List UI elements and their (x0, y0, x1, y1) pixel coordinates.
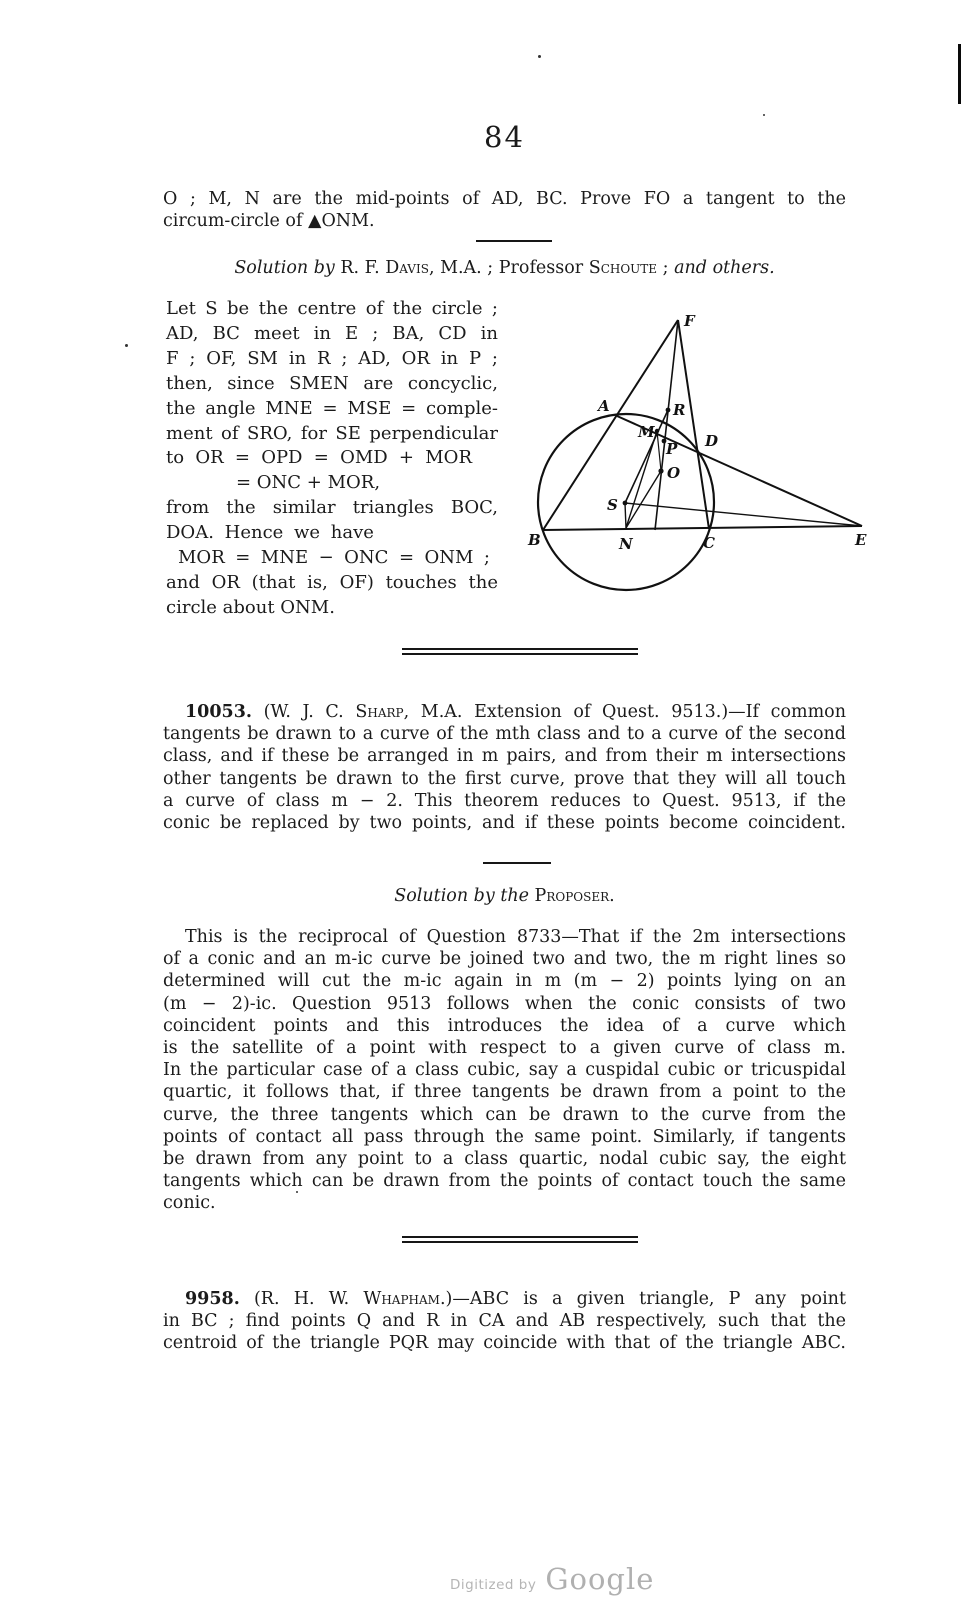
text-line: then, since SMEN are concyclic, (166, 372, 498, 394)
equation-line: to OR = OPD = OMD + MOR (166, 447, 472, 469)
text-line: conic be replaced by two points, and if these points become coincident. (163, 813, 846, 834)
page-number: 84 (484, 120, 525, 154)
google-logo-text: Google (545, 1562, 655, 1596)
problem-9958 (163, 1288, 846, 1355)
digitized-watermark (450, 1562, 654, 1596)
solution-byline (163, 258, 846, 278)
solution-byline (163, 886, 846, 906)
section-rule (483, 862, 551, 864)
problem-10053 (163, 701, 846, 834)
text-line: and OR (that is, OF) touches the (166, 571, 498, 593)
text-line: curve, the three tangents which can be drawn to the curve from the (163, 1104, 846, 1125)
byline-name-smallcaps: Schoute (588, 258, 658, 278)
figure-label-C: C (703, 534, 715, 552)
problem-first-line (163, 701, 846, 723)
byline-name-smallcaps: Davis (385, 258, 429, 278)
text-line: ment of SRO, for SE perpendicular (166, 422, 498, 444)
figure-label-O: O (667, 464, 681, 482)
figure-label-E: E (855, 531, 867, 549)
text-line: a curve of class m − 2. This theorem reduces to Quest. 9513, if the (163, 790, 846, 811)
text-line: tangents be drawn to a curve of the mth class and to a curve of the second (163, 724, 846, 745)
text-line: determined will cut the m-ic again in m (m − 2) points lying on an (163, 971, 846, 992)
double-rule-separator (402, 648, 638, 655)
text-line: class, and if these be arranged in m pairs, and from their m intersections (163, 746, 846, 767)
text-line: be drawn from any point to a class quartic, nodal cubic say, the eight (163, 1149, 846, 1170)
text-line: the angle MNE = MSE = comple- (166, 397, 498, 419)
byline-proposer-smallcaps: Proposer (534, 886, 610, 906)
ink-speck (538, 55, 541, 58)
figure-line-BE (543, 526, 862, 530)
equation-line: MOR = MNE − ONC = ONM ; (178, 547, 490, 569)
problem-number: 9958. (185, 1289, 240, 1309)
figure-line-SN (625, 503, 626, 528)
problem-author-smallcaps: Whapham (363, 1289, 440, 1309)
figure-point-S (623, 501, 628, 506)
text-line: conic. (163, 1193, 216, 1214)
byline-solution-by: Solution by (234, 258, 341, 278)
figure-line-SE (625, 503, 862, 526)
text-line: is the satellite of a point with respect to a given curve of class m. (163, 1038, 846, 1059)
figure-label-S: S (607, 496, 618, 514)
scan-edge-mark (958, 44, 961, 104)
figure-label-R: R (673, 401, 686, 419)
solution-text-column (166, 297, 498, 621)
digitized-by-text: Digitized by (450, 1577, 537, 1593)
text-line: Let S be the centre of the circle ; (166, 298, 498, 319)
ink-speck (763, 114, 765, 116)
figure-line-FC (678, 320, 709, 529)
byline-solution-by-the: Solution by the (394, 886, 535, 906)
figure-point-O (658, 468, 663, 473)
text-line: circle about ONM. (166, 596, 335, 618)
figure-label-N: N (619, 535, 633, 553)
geometry-figure (500, 293, 890, 615)
text-line: tangents which can be drawn from the points of contact touch the same (163, 1171, 846, 1192)
figure-line-NM (626, 431, 657, 528)
byline-period: . (609, 886, 615, 906)
text-line: coincident points and this introduces the idea of a curve which (163, 1015, 846, 1036)
byline-name: R. F. (340, 258, 386, 278)
byline-sep: ; (657, 258, 675, 278)
problem-number: 10053. (185, 702, 252, 722)
text-line: (m − 2)-ic. Question 9513 follows when the conic consists of two (163, 993, 846, 1014)
text-line: other tangents be drawn to the first curve, prove that they will all touch (163, 768, 846, 789)
figure-label-P: P (666, 440, 678, 458)
text-line: from the similar triangles BOC, (166, 497, 498, 519)
problem-first-line (163, 1288, 846, 1310)
problem-line1-rest: , M.A. Extension of Quest. 9513.)—If common (403, 702, 846, 722)
byline-and-others: and others. (674, 258, 775, 278)
figure-label-D: D (705, 432, 719, 450)
ink-speck (296, 1191, 298, 1193)
text-line: circum-circle of ▲ONM. (163, 211, 375, 232)
text-line: AD, BC meet in E ; BA, CD in (166, 322, 498, 344)
figure-label-M: M (638, 423, 655, 441)
figure-label-B: B (528, 531, 541, 549)
problem-author-pre: (R. H. W. (239, 1289, 364, 1309)
text-line: centroid of the triangle PQR may coincide with that of the triangle ABC. (163, 1333, 846, 1354)
problem-author-smallcaps: Sharp (355, 702, 404, 722)
figure-point-M (655, 429, 659, 433)
byline-mid: , M.A. ; Professor (428, 258, 589, 278)
text-line: This is the reciprocal of Question 8733—That if the 2m intersections (185, 927, 846, 947)
double-rule-separator (402, 1236, 638, 1243)
text-line: of a conic and an m-ic curve be joined two and two, the m right lines so (163, 949, 846, 970)
text-line: quartic, it follows that, if three tangents be drawn from a point to the (163, 1082, 846, 1103)
solution-10053-paragraph (163, 926, 846, 1215)
problem-line1-rest: .)—ABC is a given triangle, P any point (439, 1289, 846, 1309)
figure-label-A: A (598, 397, 610, 415)
figure-line-MO (657, 431, 661, 471)
intro-paragraph (163, 188, 846, 232)
text-line: in BC ; find points Q and R in CA and AB respectively, such that the (163, 1311, 846, 1332)
section-rule (476, 240, 552, 242)
equation-line: = ONC + MOR, (236, 472, 381, 494)
text-line: points of contact all pass through the same point. Similarly, if tangents (163, 1126, 846, 1147)
text-line: In the particular case of a class cubic, say a cuspidal cubic or tricuspidal (163, 1060, 846, 1081)
problem-author-pre: (W. J. C. (251, 702, 356, 722)
ink-speck (125, 344, 128, 347)
text-line: F ; OF, SM in R ; AD, OR in P ; (166, 347, 498, 369)
figure-point-R (666, 408, 671, 413)
text-line: DOA. Hence we have (166, 522, 374, 544)
text-line: O ; M, N are the mid-points of AD, BC. Prove FO a tangent to the (163, 189, 846, 209)
figure-label-F: F (684, 312, 695, 330)
